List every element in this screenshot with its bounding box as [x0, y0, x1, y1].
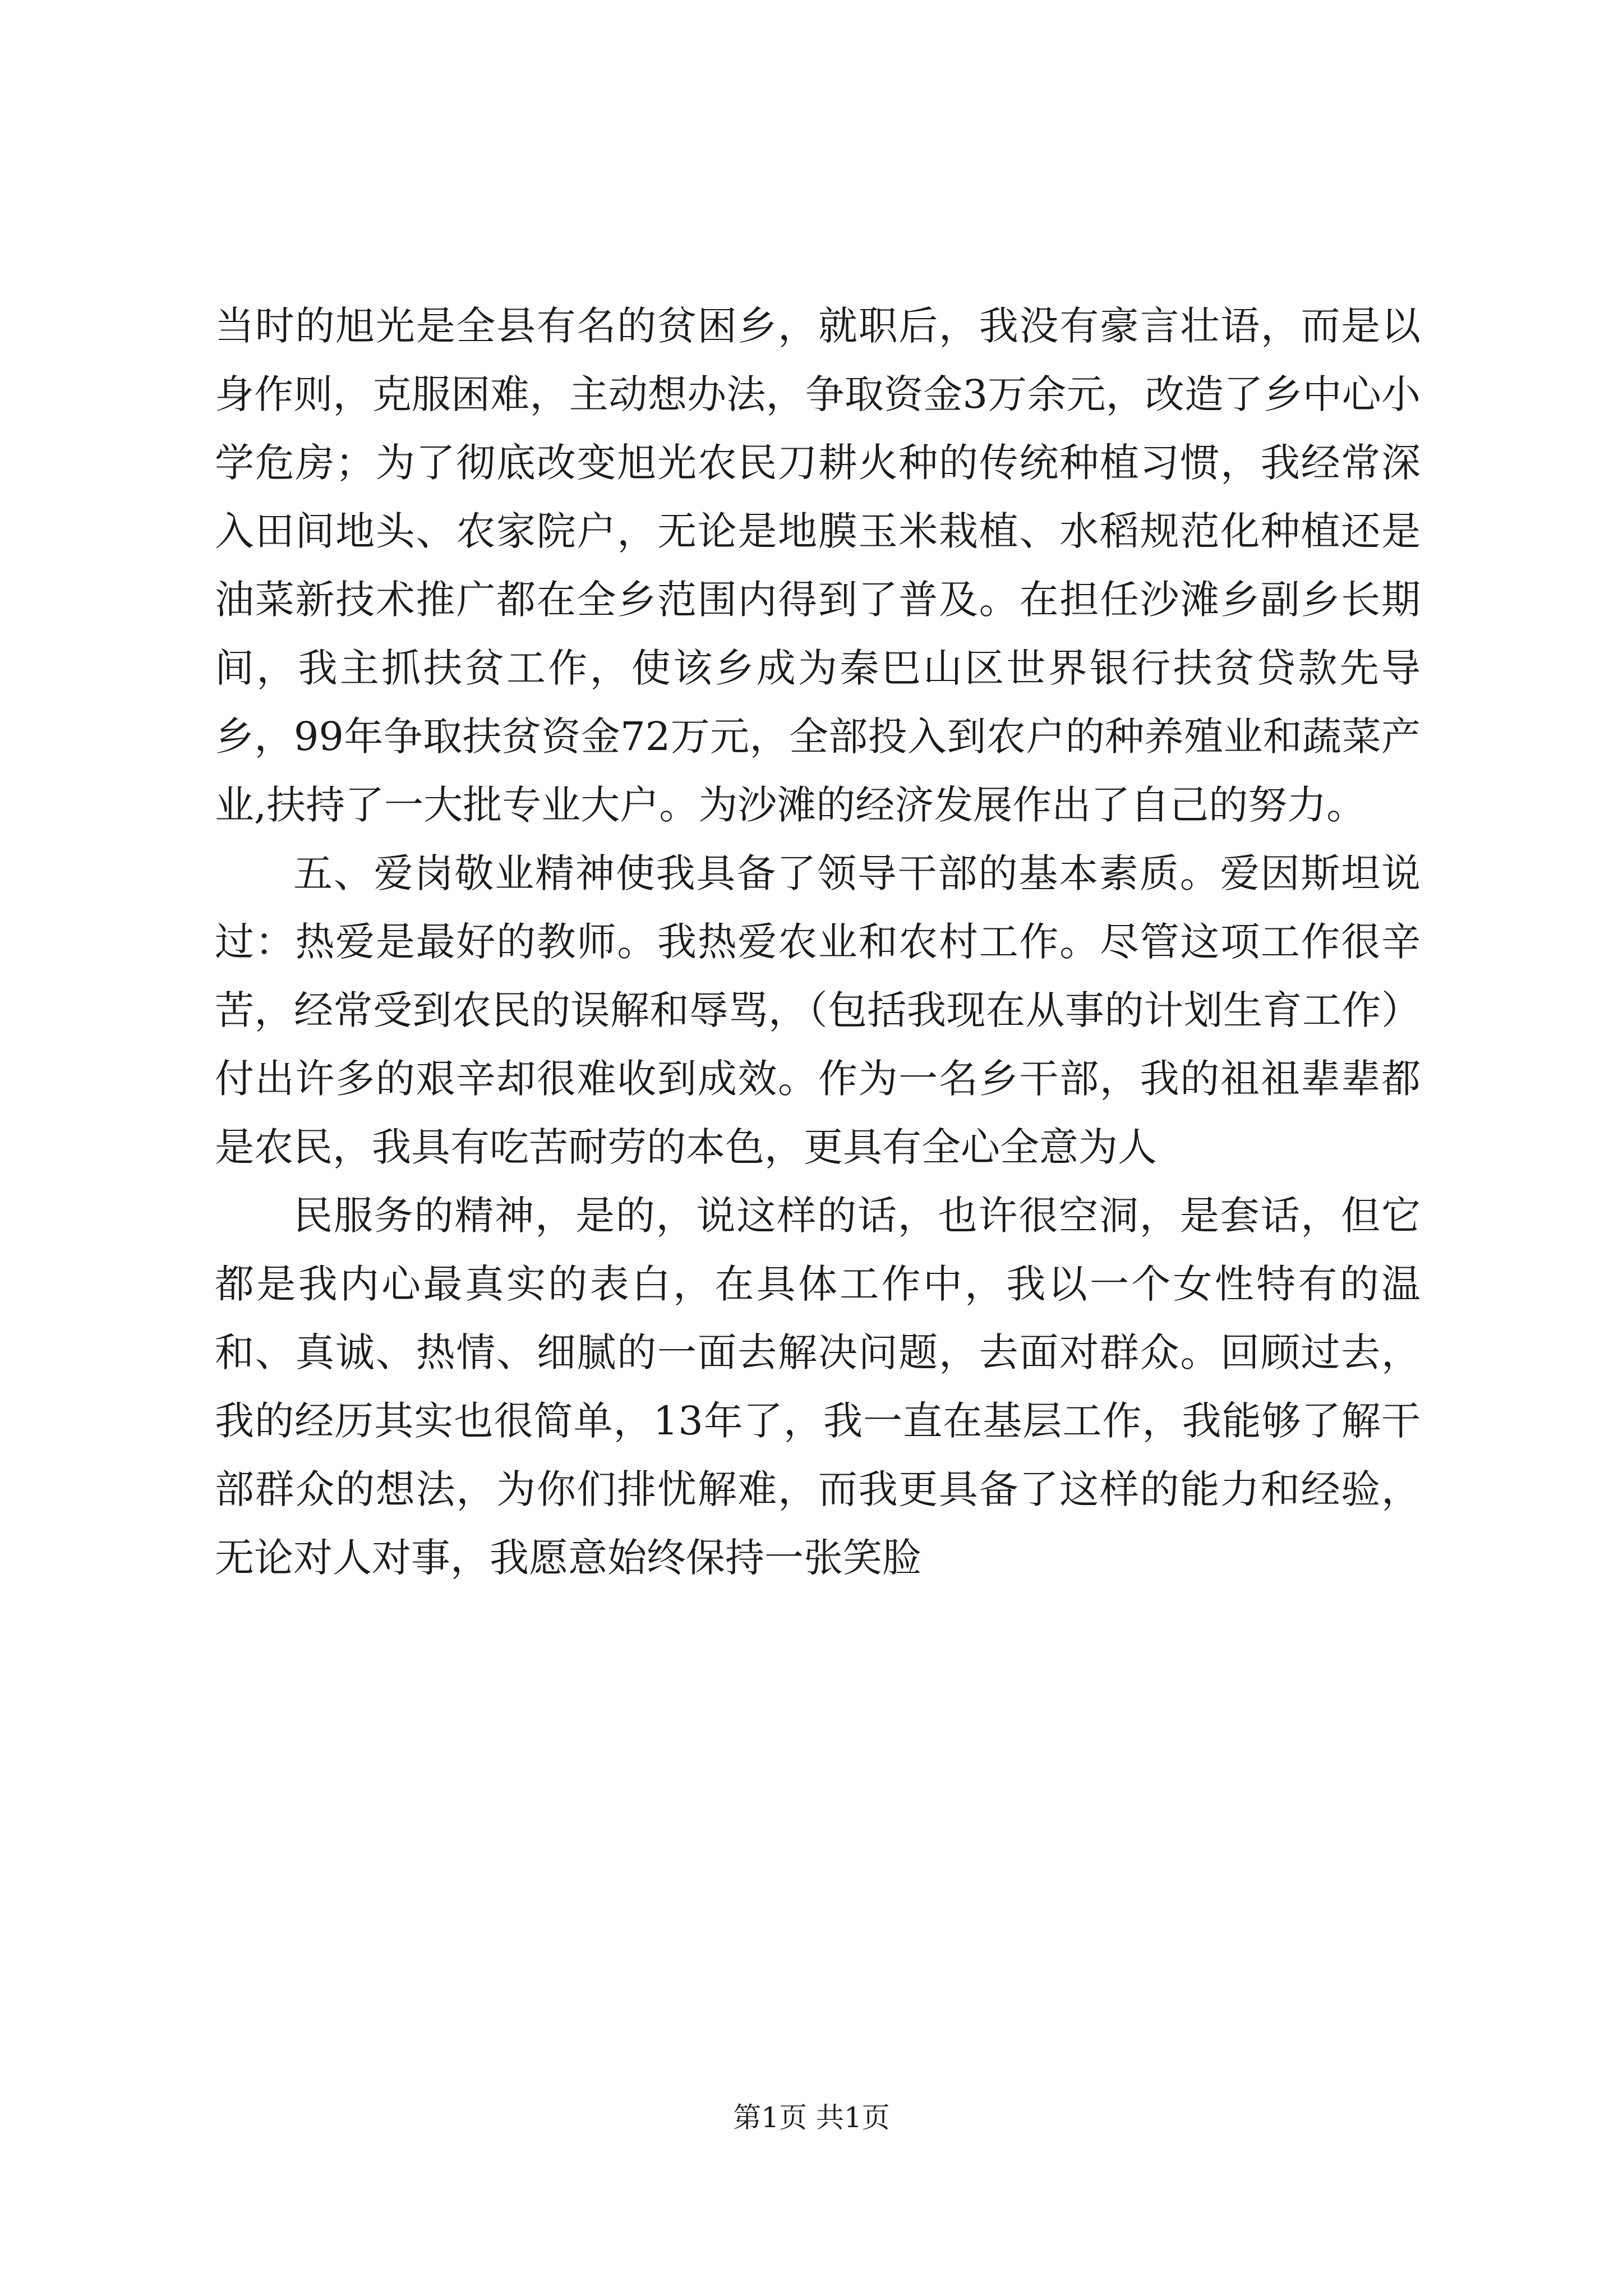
paragraph-1: 当时的旭光是全县有名的贫困乡，就职后，我没有豪言壮语，而是以身作则，克服困难，主动想办法，争取资金3万余元，改造了乡中心小学危房；为了彻底改变旭光农民刀耕火种的传统种植习惯，我经常深入田间地头、农家院户，无论是地膜玉米栽植、水稻规范化种植还是油菜新技术推广都在全乡范围内得到了普及。在担任沙滩乡副乡长期间，我主抓扶贫工作，使该乡成为秦巴山区世界银行扶贫贷款先导乡，99年争取扶贫资金72万元，全部投入到农户的种养殖业和蔬菜产业,扶持了一大批专业大户。为沙滩的经济发展作出了自己的努力。 [215, 303, 1421, 828]
page-footer [0, 2101, 1623, 2134]
document-body [215, 292, 1421, 1592]
page-number-label: 第1页 共1页 [733, 2101, 890, 2134]
paragraph-2: 五、爱岗敬业精神使我具备了领导干部的基本素质。爱因斯坦说过：热爱是最好的教师。我热爱农业和农村工作。尽管这项工作很辛苦，经常受到农民的误解和辱骂，（包括我现在从事的计划生育工作）付出许多的艰辛却很难收到成效。作为一名乡干部，我的祖祖辈辈都是农民，我具有吃苦耐劳的本色，更具有全心全意为人 [215, 850, 1421, 1170]
paragraph-3: 民服务的精神，是的，说这样的话，也许很空洞，是套话，但它都是我内心最真实的表白，在具体工作中，我以一个女性特有的温和、真诚、热情、细腻的一面去解决问题，去面对群众。回顾过去，我的经历其实也很简单，13年了，我一直在基层工作，我能够了解干部群众的想法，为你们排忧解难，而我更具备了这样的能力和经验，无论对人对事，我愿意始终保持一张笑脸 [215, 1193, 1421, 1581]
